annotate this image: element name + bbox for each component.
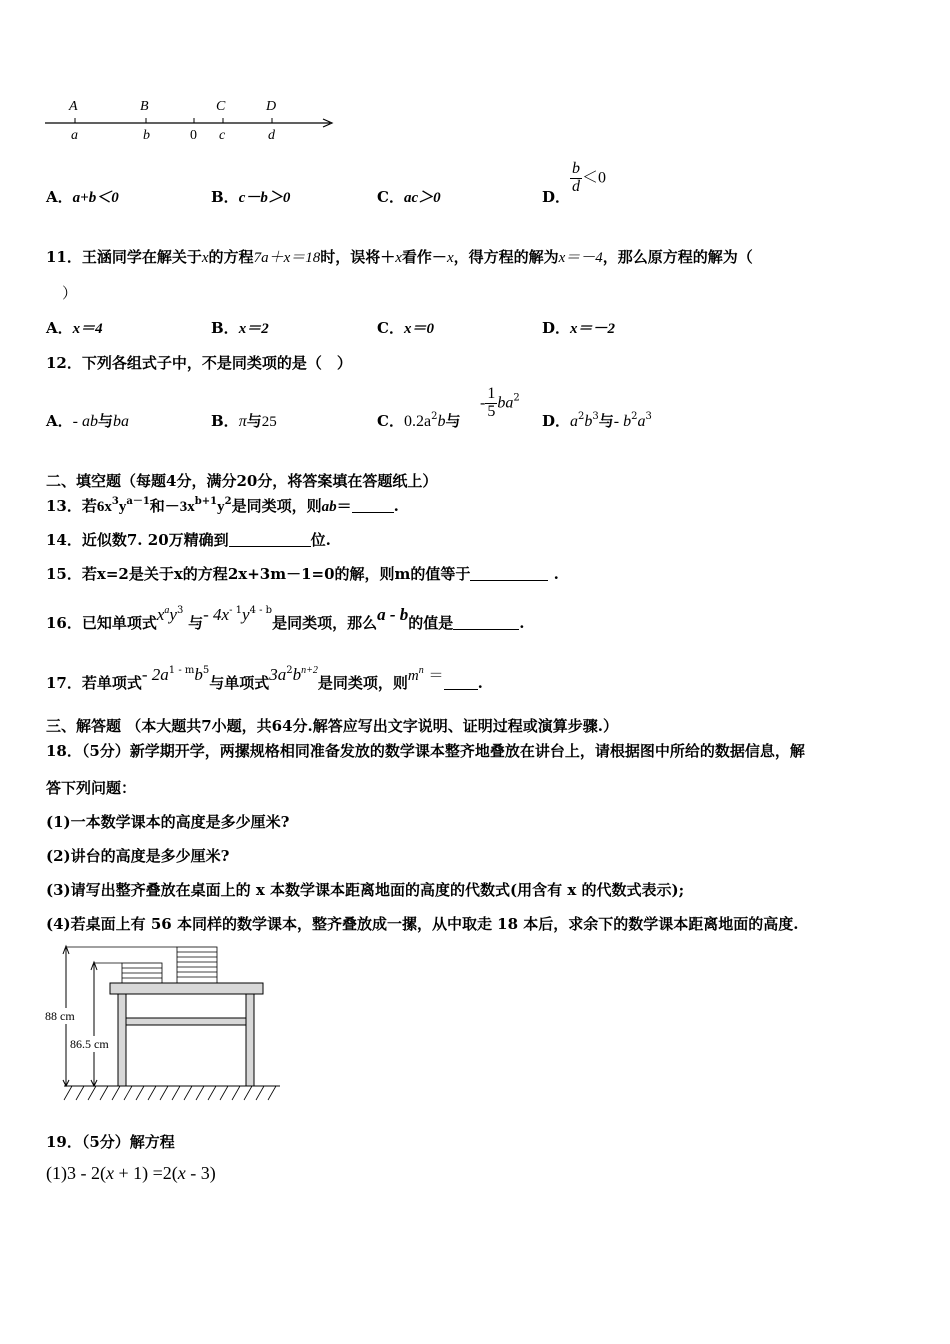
q12-option-d: D．$a^2b^3$与- $b^2a^3$	[542, 411, 652, 430]
q11-option-b: B．x＝2	[211, 319, 269, 337]
q16: 16．已知单项式$x^ay^3$ 与- $4x^{- 1}y^{4 - b}$是同类项，那么a - b的值是 .	[46, 605, 525, 632]
q14: 14．近似数7. 20万精确到 位.	[46, 531, 331, 549]
point-label-c: C	[216, 99, 226, 114]
point-label-b: B	[140, 99, 149, 114]
value-label-b: b	[143, 128, 150, 143]
q17: 17．若单项式- $2a^{1 - m}b^5$与单项式$3a^2b^{n+2}$是同类项，则$m^n$ ＝ .	[46, 665, 483, 692]
point-label-a: A	[69, 99, 78, 114]
q10-option-c: C．ac＞0	[377, 188, 441, 206]
q18-sub1: (1)一本数学课本的高度是多少厘米?	[46, 813, 290, 831]
value-label-d: d	[268, 128, 275, 143]
q11-stem: 11．王涵同学在解关于x的方程7a＋x＝18时，误将＋x看作－x，得方程的解为x＝－4，那么原方程的解为（	[46, 248, 753, 266]
value-label-zero: 0	[190, 128, 197, 143]
point-label-d: D	[266, 99, 277, 114]
q12-stem: 12．下列各组式子中，不是同类项的是（ ）	[46, 354, 352, 372]
q11-option-d: D．x＝－2	[542, 319, 616, 337]
q10-option-a: A．a+b＜0	[46, 188, 119, 206]
q12-option-b: B．π与25	[211, 412, 277, 430]
q11-close-paren: ）	[62, 284, 78, 302]
label-86-5cm: 86.5 cm	[70, 1037, 109, 1051]
q19-heading: 19．（5分）解方程	[46, 1133, 175, 1151]
q13: 13．若$6x^3y^{a-1}$和$-3x^{b+1}y^2$是同类项，则ab＝ .	[46, 496, 399, 515]
q10-option-b: B．c－b＞0	[211, 188, 291, 206]
q11-option-c: C．x＝0	[377, 319, 434, 337]
value-label-c: c	[219, 128, 226, 143]
q19-equation: (1)3 - 2(x + 1) =2(x - 3)	[46, 1163, 216, 1183]
q10-option-d-fraction: $\frac{b}{d}$ ＜0	[572, 160, 607, 195]
section-3-heading: 三、解答题 （本大题共7小题，共64分.解答应写出文字说明、证明过程或演算步骤.）	[46, 717, 618, 735]
q18-stem-line1: 18．（5分）新学期开学，两摞规格相同准备发放的数学课本整齐地叠放在讲台上，请根据图中所给的数据信息，解	[46, 742, 805, 760]
q18-stem-line2: 答下列问题：	[46, 779, 137, 797]
q18-sub3: (3)请写出整齐叠放在桌面上的 x 本数学课本距离地面的高度的代数式(用含有 x 的代数式表示);	[46, 881, 685, 899]
q18-sub2: (2)讲台的高度是多少厘米?	[46, 847, 230, 865]
desk-books-figure	[44, 940, 284, 1105]
q12-option-c-fraction: - $\frac{1}{5}$ $ba^2$	[480, 385, 520, 420]
q11-option-a: A．x＝4	[46, 319, 103, 337]
label-88cm: 88 cm	[45, 1009, 75, 1023]
section-2-heading: 二、填空题（每题4分，满分20分，将答案填在答题纸上）	[46, 472, 438, 490]
value-label-a: a	[71, 128, 78, 143]
q12-option-c: C．$0.2a^2b$与	[377, 411, 461, 430]
q10-option-d: D．	[542, 188, 571, 206]
number-line-figure	[40, 94, 340, 144]
q18-sub4: (4)若桌面上有 56 本同样的数学课本，整齐叠放成一摞，从中取走 18 本后，求余下的数学课本距离地面的高度.	[46, 915, 799, 933]
q15: 15．若x=2是关于x的方程2x+3m－1=0的解，则m的值等于 .	[46, 565, 559, 583]
q12-option-a: A．- ab与ba	[46, 412, 129, 430]
